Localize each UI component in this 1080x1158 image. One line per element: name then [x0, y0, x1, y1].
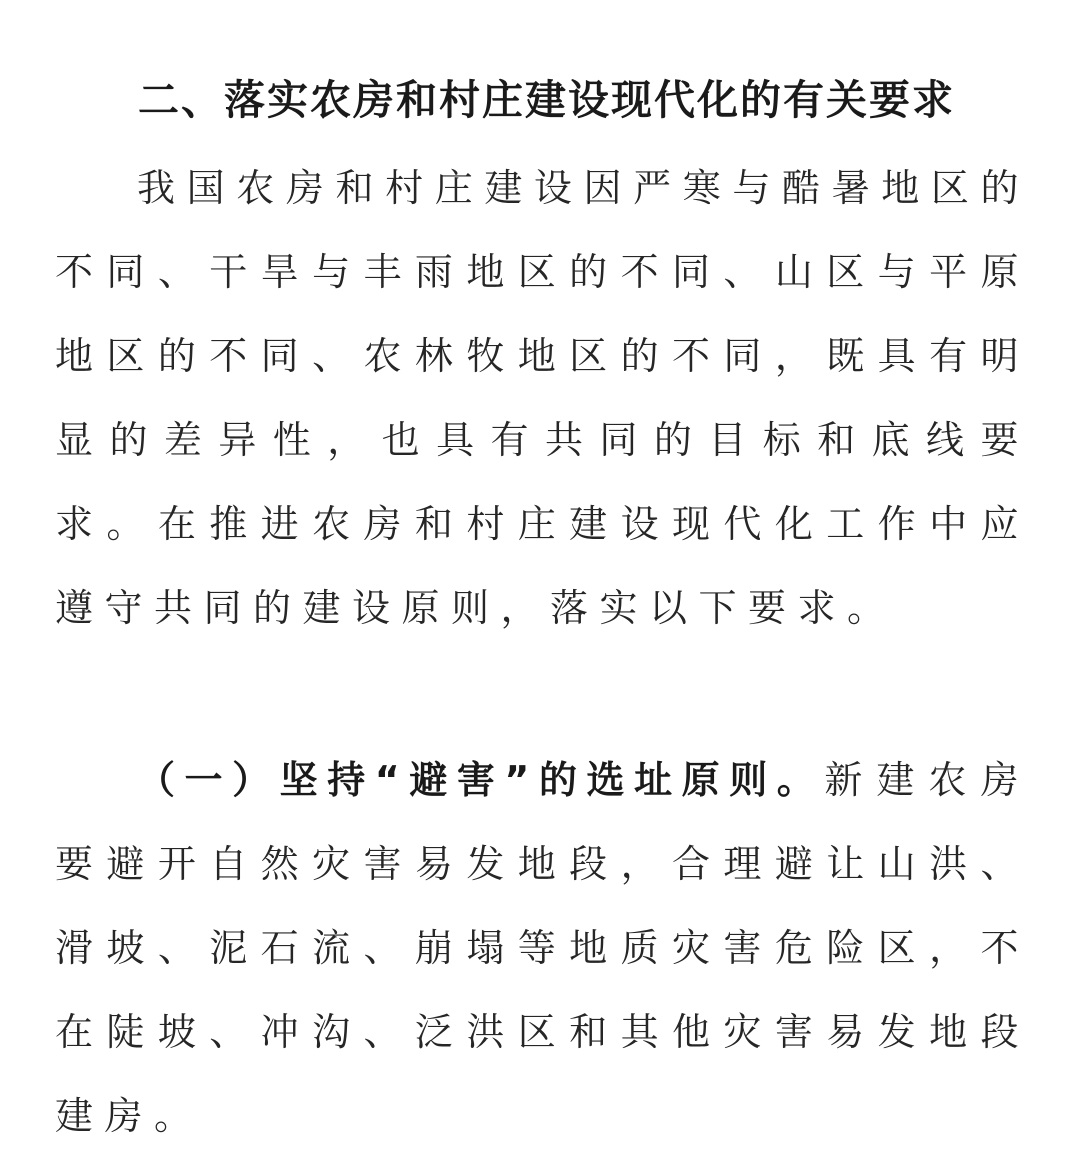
principle-lead-text: （一）坚持“避害”的选址原则。: [137, 758, 825, 802]
site-selection-paragraph: [55, 738, 1030, 1158]
section-heading: 二、落实农房和村庄建设现代化的有关要求: [138, 76, 955, 124]
principle-body-text: 新建农房要避开自然灾害易发地段，合理避让山洪、滑坡、泥石流、崩塌等地质灾害危险区，不在陡坡、冲沟、泛洪区和其他灾害易发地段建房。: [55, 758, 1030, 1138]
intro-paragraph: 我国农房和村庄建设因严寒与酷暑地区的不同、干旱与丰雨地区的不同、山区与平原地区的不同、农林牧地区的不同，既具有明显的差异性，也具有共同的目标和底线要求。在推进农房和村庄建设现代化工作中应遵守共同的建设原则，落实以下要求。: [55, 166, 1030, 630]
